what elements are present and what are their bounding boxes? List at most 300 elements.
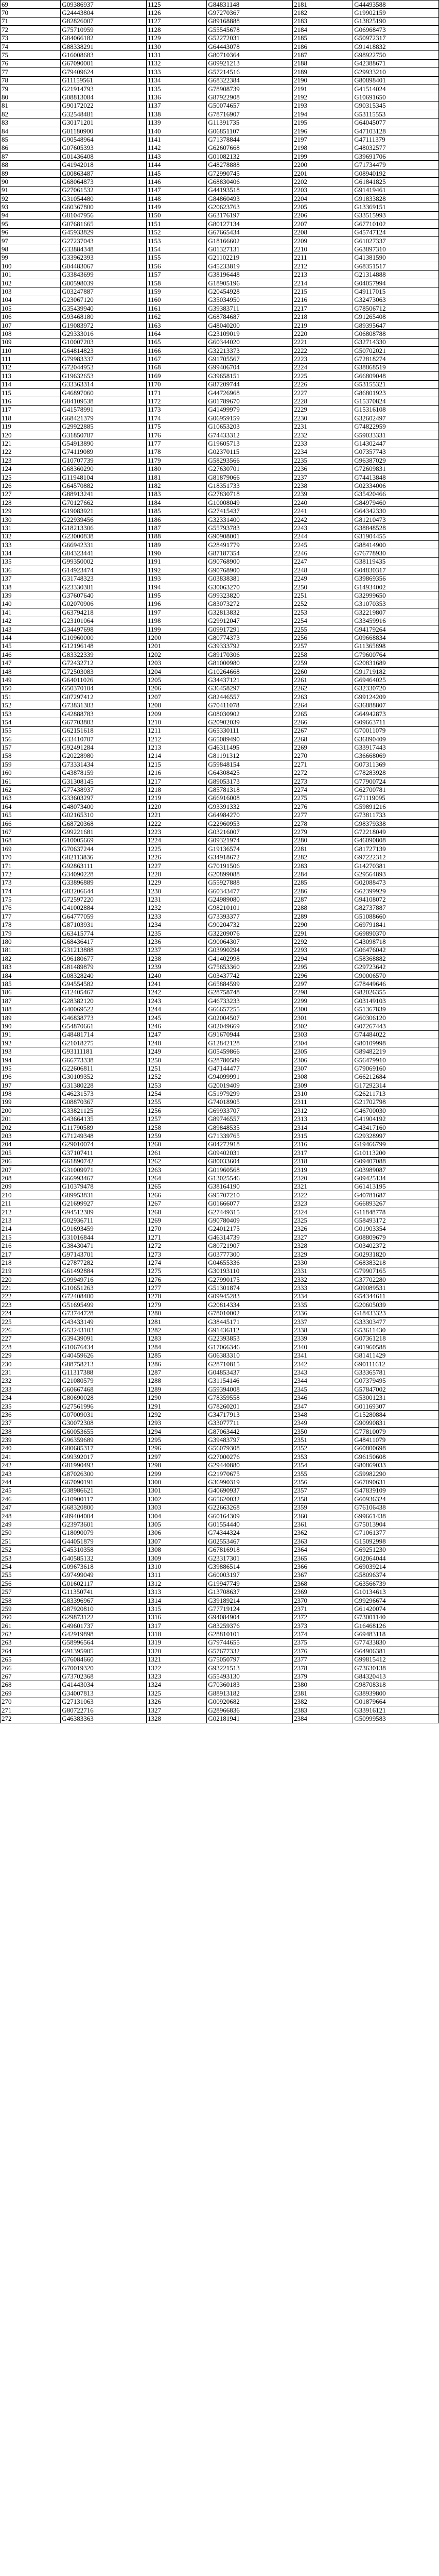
table-row (1, 1436, 439, 1444)
row-number-cell: 204 (1, 1140, 61, 1148)
table-row (1, 1529, 439, 1537)
row-number-cell: 104 (1, 296, 61, 304)
id-code-cell: G18166602 (207, 236, 293, 245)
row-number-cell: 2352 (292, 1444, 353, 1452)
table-row (1, 1165, 439, 1174)
row-number-cell: 2256 (292, 634, 353, 642)
row-number-cell: 1256 (146, 1107, 206, 1115)
row-number-cell: 182 (1, 955, 61, 963)
id-code-cell: G82826007 (61, 17, 147, 25)
table-row (1, 127, 439, 135)
row-number-cell: 136 (1, 566, 61, 574)
row-number-cell: 2377 (292, 1655, 353, 1664)
row-number-cell: 2265 (292, 709, 353, 718)
table-row (1, 760, 439, 769)
id-code-cell: G15316108 (353, 405, 439, 414)
id-code-cell: G78716907 (207, 110, 293, 118)
table-row (1, 515, 439, 523)
row-number-cell: 2341 (292, 1351, 353, 1360)
row-number-cell: 2245 (292, 541, 353, 549)
id-code-cell: G97143701 (61, 1250, 147, 1258)
id-code-cell: G09321974 (207, 836, 293, 844)
row-number-cell: 2293 (292, 946, 353, 954)
id-code-cell: G07297412 (61, 693, 147, 701)
id-code-cell: G83073272 (207, 600, 293, 608)
row-number-cell: 1283 (146, 1334, 206, 1343)
table-row (1, 203, 439, 211)
id-code-cell: G27630701 (207, 465, 293, 473)
id-code-cell: G33365781 (353, 1368, 439, 1377)
id-code-cell: G80127134 (207, 220, 293, 228)
id-code-cell: G89746557 (207, 1115, 293, 1123)
row-number-cell: 232 (1, 1377, 61, 1385)
id-code-cell: G66773338 (61, 1056, 147, 1064)
id-code-cell: G48278888 (207, 161, 293, 169)
table-row (1, 1664, 439, 1672)
row-number-cell: 1154 (146, 245, 206, 253)
row-number-cell: 130 (1, 515, 61, 523)
table-row (1, 1596, 439, 1604)
id-code-cell: G55493130 (207, 1672, 293, 1681)
row-number-cell: 208 (1, 1174, 61, 1182)
id-code-cell: G20605039 (353, 1301, 439, 1309)
row-number-cell: 193 (1, 1047, 61, 1056)
row-number-cell: 1306 (146, 1529, 206, 1537)
row-number-cell: 2383 (292, 1706, 353, 1714)
table-row (1, 1495, 439, 1503)
row-number-cell: 1297 (146, 1453, 206, 1461)
id-code-cell: G07357743 (353, 448, 439, 456)
table-row (1, 1292, 439, 1300)
id-code-cell: G99221681 (61, 828, 147, 836)
row-number-cell: 171 (1, 861, 61, 870)
id-code-cell: G96180677 (61, 955, 147, 963)
row-number-cell: 2351 (292, 1436, 353, 1444)
row-number-cell: 2320 (292, 1174, 353, 1182)
row-number-cell: 1323 (146, 1672, 206, 1681)
row-number-cell: 2330 (292, 1259, 353, 1267)
id-code-cell: G98708318 (353, 1681, 439, 1689)
row-number-cell: 1274 (146, 1259, 206, 1267)
table-row (1, 397, 439, 405)
id-code-cell: G19632653 (61, 372, 147, 380)
row-number-cell: 218 (1, 1259, 61, 1267)
id-code-cell: G81411429 (353, 1351, 439, 1360)
id-code-cell: G19466799 (353, 1140, 439, 1148)
row-number-cell: 2285 (292, 878, 353, 887)
row-number-cell: 252 (1, 1546, 61, 1554)
id-code-cell: G80722716 (61, 1706, 147, 1714)
id-code-cell: G08870367 (61, 1098, 147, 1106)
table-row (1, 422, 439, 431)
row-number-cell: 1235 (146, 929, 206, 937)
id-code-cell: G29328997 (353, 1132, 439, 1140)
id-code-cell: G99392017 (61, 1453, 147, 1461)
id-code-cell: G38848528 (353, 524, 439, 532)
id-code-cell: G13025546 (207, 1174, 293, 1182)
id-code-cell: G50999583 (353, 1715, 439, 1723)
id-code-cell: G07361218 (353, 1334, 439, 1343)
table-row (1, 1047, 439, 1056)
row-number-cell: 249 (1, 1520, 61, 1529)
id-code-cell: G40459626 (61, 1351, 147, 1360)
row-number-cell: 174 (1, 887, 61, 895)
id-code-cell: G80690028 (61, 1394, 147, 1402)
id-code-cell: G56079308 (207, 1444, 293, 1452)
row-number-cell: 2255 (292, 625, 353, 633)
id-code-cell: G01169307 (353, 1402, 439, 1410)
row-number-cell: 85 (1, 135, 61, 144)
table-row (1, 1647, 439, 1655)
row-number-cell: 1230 (146, 887, 206, 895)
id-code-cell: G38119435 (353, 557, 439, 566)
id-code-cell: G67090001 (61, 59, 147, 67)
id-code-cell: G33917443 (353, 743, 439, 752)
row-number-cell: 255 (1, 1571, 61, 1579)
id-code-cell: G44493588 (353, 1, 439, 9)
id-code-cell: G55545678 (207, 26, 293, 34)
row-number-cell: 1296 (146, 1444, 206, 1452)
id-code-cell: G24443804 (61, 9, 147, 17)
id-code-cell: G20814334 (207, 1301, 293, 1309)
row-number-cell: 2363 (292, 1537, 353, 1546)
row-number-cell: 1127 (146, 17, 206, 25)
row-number-cell: 2354 (292, 1461, 353, 1469)
row-number-cell: 139 (1, 591, 61, 600)
id-code-cell: G07379495 (353, 1377, 439, 1385)
id-code-cell: G51695499 (61, 1301, 147, 1309)
id-code-cell: G90908001 (207, 532, 293, 540)
id-code-cell: G04830317 (353, 566, 439, 574)
row-number-cell: 2222 (292, 347, 353, 355)
id-code-cell: G94099991 (207, 1073, 293, 1081)
id-code-cell: G16008683 (61, 51, 147, 59)
table-row (1, 676, 439, 684)
row-number-cell: 2292 (292, 938, 353, 946)
id-code-cell: G82113836 (61, 853, 147, 861)
id-code-cell: G07681665 (61, 220, 147, 228)
table-row (1, 642, 439, 650)
id-code-cell: G33515993 (353, 211, 439, 219)
row-number-cell: 91 (1, 186, 61, 194)
table-row (1, 1444, 439, 1452)
row-number-cell: 235 (1, 1402, 61, 1410)
row-number-cell: 131 (1, 524, 61, 532)
row-number-cell: 2372 (292, 1613, 353, 1621)
id-code-cell: G90111612 (353, 1360, 439, 1368)
row-number-cell: 2339 (292, 1334, 353, 1343)
id-code-cell: G35420466 (353, 490, 439, 498)
id-code-cell: G98210101 (207, 904, 293, 912)
table-row (1, 955, 439, 963)
id-code-cell: G23000838 (61, 532, 147, 540)
id-code-cell: G76778930 (353, 549, 439, 557)
row-number-cell: 2305 (292, 1047, 353, 1056)
id-code-cell: G54870661 (61, 1022, 147, 1030)
row-number-cell: 1303 (146, 1503, 206, 1512)
id-code-cell: G20228980 (61, 752, 147, 760)
row-number-cell: 105 (1, 304, 61, 313)
row-number-cell: 1243 (146, 997, 206, 1005)
id-code-cell: G81191312 (207, 752, 293, 760)
row-number-cell: 1289 (146, 1385, 206, 1394)
id-code-cell: G90990831 (353, 1419, 439, 1427)
id-code-cell: G10134613 (353, 1588, 439, 1596)
row-number-cell: 71 (1, 17, 61, 25)
table-row (1, 743, 439, 752)
id-code-cell: G96387029 (353, 456, 439, 465)
table-row (1, 1394, 439, 1402)
row-number-cell: 1218 (146, 786, 206, 794)
row-number-cell: 226 (1, 1326, 61, 1334)
id-code-cell: G86801923 (353, 388, 439, 397)
table-row (1, 499, 439, 507)
id-code-cell: G31213888 (61, 946, 147, 954)
row-number-cell: 223 (1, 1301, 61, 1309)
row-number-cell: 102 (1, 279, 61, 287)
id-code-cell: G78449646 (353, 980, 439, 988)
table-row (1, 51, 439, 59)
id-code-cell: G32331400 (207, 515, 293, 523)
row-number-cell: 1233 (146, 912, 206, 921)
id-code-cell: G72218049 (353, 828, 439, 836)
table-row (1, 1064, 439, 1073)
row-number-cell: 2219 (292, 321, 353, 329)
row-number-cell: 152 (1, 701, 61, 709)
row-number-cell: 2212 (292, 262, 353, 270)
id-code-cell: G90006570 (353, 971, 439, 979)
table-row (1, 152, 439, 161)
row-number-cell: 1199 (146, 625, 206, 633)
table-row (1, 617, 439, 625)
row-number-cell: 1197 (146, 608, 206, 617)
row-number-cell: 228 (1, 1343, 61, 1351)
id-code-cell: G58996564 (61, 1638, 147, 1647)
row-number-cell: 167 (1, 828, 61, 836)
id-code-cell: G23067120 (61, 296, 147, 304)
row-number-cell: 2365 (292, 1554, 353, 1562)
row-number-cell: 107 (1, 321, 61, 329)
row-number-cell: 198 (1, 1090, 61, 1098)
id-code-cell: G73831383 (61, 701, 147, 709)
row-number-cell: 2280 (292, 836, 353, 844)
table-row (1, 1208, 439, 1216)
row-number-cell: 2247 (292, 557, 353, 566)
row-number-cell: 2240 (292, 499, 353, 507)
id-code-cell: G69039214 (353, 1563, 439, 1571)
row-number-cell: 272 (1, 1715, 61, 1723)
id-code-cell: G32714330 (353, 338, 439, 346)
row-number-cell: 2218 (292, 313, 353, 321)
id-code-cell: G09663711 (353, 718, 439, 726)
table-row (1, 110, 439, 118)
row-number-cell: 260 (1, 1613, 61, 1621)
row-number-cell: 2194 (292, 110, 353, 118)
row-number-cell: 2217 (292, 304, 353, 313)
row-number-cell: 1295 (146, 1436, 206, 1444)
id-code-cell: G20623763 (207, 203, 293, 211)
id-code-cell: G01960588 (353, 1343, 439, 1351)
row-number-cell: 87 (1, 152, 61, 161)
id-code-cell: G27061532 (61, 186, 147, 194)
id-code-cell: G27000276 (207, 1453, 293, 1461)
id-code-cell: G09917291 (207, 625, 293, 633)
id-code-cell: G02936711 (61, 1216, 147, 1225)
id-code-cell: G58368882 (353, 955, 439, 963)
id-code-cell: G34090228 (61, 870, 147, 878)
id-code-cell: G61027337 (353, 236, 439, 245)
row-number-cell: 1279 (146, 1301, 206, 1309)
id-code-cell: G74484022 (353, 1030, 439, 1039)
table-row (1, 194, 439, 202)
row-number-cell: 1312 (146, 1580, 206, 1588)
table-row (1, 828, 439, 836)
row-number-cell: 2368 (292, 1580, 353, 1588)
row-number-cell: 161 (1, 777, 61, 785)
id-code-cell: G13369151 (353, 203, 439, 211)
table-row (1, 372, 439, 380)
row-number-cell: 172 (1, 870, 61, 878)
id-code-cell: G87209744 (207, 380, 293, 388)
row-number-cell: 2297 (292, 980, 353, 988)
row-number-cell: 1198 (146, 617, 206, 625)
row-number-cell: 1237 (146, 946, 206, 954)
row-number-cell: 124 (1, 465, 61, 473)
table-row (1, 1630, 439, 1638)
id-code-cell: G53115553 (353, 110, 439, 118)
row-number-cell: 82 (1, 110, 61, 118)
id-code-cell: G58493172 (353, 1216, 439, 1225)
id-code-cell: G01436408 (61, 152, 147, 161)
id-code-cell: G31904455 (353, 532, 439, 540)
row-number-cell: 1321 (146, 1655, 206, 1664)
id-code-cell: G28382120 (61, 997, 147, 1005)
row-number-cell: 1186 (146, 515, 206, 523)
row-number-cell: 2244 (292, 532, 353, 540)
id-code-cell: G64984270 (207, 811, 293, 819)
row-number-cell: 2329 (292, 1250, 353, 1258)
row-number-cell: 1294 (146, 1428, 206, 1436)
table-row (1, 1242, 439, 1250)
row-number-cell: 1132 (146, 59, 206, 67)
row-number-cell: 1165 (146, 338, 206, 346)
table-row (1, 887, 439, 895)
id-code-cell: G89482219 (353, 1047, 439, 1056)
id-code-cell: G23109019 (207, 330, 293, 338)
row-number-cell: 2296 (292, 971, 353, 979)
row-number-cell: 1244 (146, 1005, 206, 1013)
id-code-cell: G29010074 (61, 1140, 147, 1148)
row-number-cell: 1126 (146, 9, 206, 17)
row-number-cell: 2230 (292, 414, 353, 422)
row-number-cell: 84 (1, 127, 61, 135)
id-code-cell: G29333016 (61, 330, 147, 338)
id-code-cell: G22606811 (61, 1064, 147, 1073)
id-code-cell: G48073400 (61, 803, 147, 811)
row-number-cell: 1305 (146, 1520, 206, 1529)
id-code-cell: G81879066 (207, 473, 293, 481)
row-number-cell: 2195 (292, 118, 353, 127)
row-number-cell: 2225 (292, 372, 353, 380)
table-row (1, 161, 439, 169)
id-code-cell: G97222312 (353, 853, 439, 861)
table-row (1, 963, 439, 971)
row-number-cell: 1313 (146, 1588, 206, 1596)
row-number-cell: 1258 (146, 1123, 206, 1131)
id-code-cell: G71119095 (353, 794, 439, 802)
row-number-cell: 2229 (292, 405, 353, 414)
id-code-cell: G06959159 (207, 414, 293, 422)
row-number-cell: 77 (1, 68, 61, 76)
id-code-cell: G84066182 (61, 34, 147, 42)
row-number-cell: 2226 (292, 380, 353, 388)
id-code-cell: G80109998 (353, 1039, 439, 1047)
row-number-cell: 2303 (292, 1030, 353, 1039)
row-number-cell: 1284 (146, 1343, 206, 1351)
row-number-cell: 163 (1, 794, 61, 802)
id-code-cell: G72818274 (353, 355, 439, 363)
id-code-cell: G12405467 (61, 988, 147, 996)
id-code-cell: G31850787 (61, 431, 147, 439)
table-row (1, 971, 439, 979)
id-code-cell: G03989087 (353, 1165, 439, 1174)
row-number-cell: 1275 (146, 1267, 206, 1275)
id-code-cell: G33843699 (61, 270, 147, 279)
id-code-cell: G50972317 (353, 34, 439, 42)
table-row (1, 929, 439, 937)
row-number-cell: 117 (1, 405, 61, 414)
id-code-cell: G68351517 (353, 262, 439, 270)
row-number-cell: 2184 (292, 26, 353, 34)
id-code-cell: G83206644 (61, 887, 147, 895)
table-row (1, 946, 439, 954)
id-code-cell: G11350741 (61, 1588, 147, 1596)
row-number-cell: 266 (1, 1664, 61, 1672)
row-number-cell: 2300 (292, 1005, 353, 1013)
row-number-cell: 75 (1, 51, 61, 59)
table-row (1, 1706, 439, 1714)
id-code-cell: G14270381 (353, 861, 439, 870)
row-number-cell: 2234 (292, 448, 353, 456)
row-number-cell: 2295 (292, 963, 353, 971)
row-number-cell: 1212 (146, 735, 206, 743)
row-number-cell: 1264 (146, 1174, 206, 1182)
table-row (1, 1537, 439, 1546)
id-code-cell: G09386937 (61, 1, 147, 9)
row-number-cell: 2375 (292, 1638, 353, 1647)
id-code-cell: G34717913 (207, 1411, 293, 1419)
row-number-cell: 190 (1, 1022, 61, 1030)
id-code-cell: G88414900 (353, 541, 439, 549)
row-number-cell: 265 (1, 1655, 61, 1664)
row-number-cell: 2269 (292, 743, 353, 752)
id-code-cell: G32473063 (353, 296, 439, 304)
row-number-cell: 1250 (146, 1056, 206, 1064)
row-number-cell: 2374 (292, 1630, 353, 1638)
id-code-cell: G33363314 (61, 380, 147, 388)
id-code-cell: G33303477 (353, 1317, 439, 1326)
row-number-cell: 2276 (292, 803, 353, 811)
id-code-cell: G92491284 (61, 743, 147, 752)
row-number-cell: 1248 (146, 1039, 206, 1047)
id-code-cell: G40690937 (207, 1486, 293, 1495)
row-number-cell: 1229 (146, 878, 206, 887)
id-code-cell: G42388671 (353, 59, 439, 67)
id-code-cell: G23317301 (207, 1554, 293, 1562)
id-code-cell: G46838773 (61, 1013, 147, 1022)
row-number-cell: 251 (1, 1537, 61, 1546)
row-number-cell: 1281 (146, 1317, 206, 1326)
